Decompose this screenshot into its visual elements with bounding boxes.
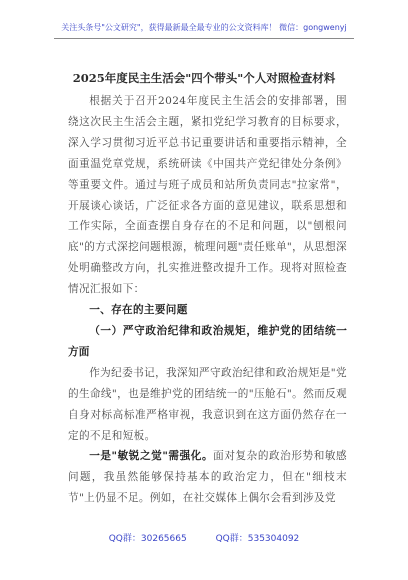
footer xyxy=(0,533,408,545)
document-title: 2025年度民主生活会"四个带头"个人对照检查材料 xyxy=(72,71,336,85)
intro-paragraph: 根据关于召开2024年度民主生活会的安排部署，围绕这次民主生活会主题，紧扣党纪学习教育的目标要求，深入学习贯彻习近平总书记重要讲话和重要指示精神，全面重温党章党规，系统研读《中国共产党纪律处分条例》等重要文件。通过与班子成员和站所负责同志"拉家常"，开展谈心谈话，广泛征求各方面的意见建议，联系思想和工作实际，全面查摆自身存在的不足和问题，以"刨根问底"的方式深挖问题根源，梳理问题"责任账单"，从思想深处明确整改方向，扎实推进整改提升工作。现将对照检查情况汇报如下： xyxy=(68,95,347,296)
document-body xyxy=(68,91,347,509)
header-banner: 关注头条号"公文研究"，获得最新最全最专业的公文资料库！ 微信：gongwenyj xyxy=(61,23,347,32)
section-heading: 一、存在的主要问题 xyxy=(89,304,188,317)
point-lead: 一是"敏锐之觉"需强化。 xyxy=(89,450,214,463)
point-paragraph xyxy=(68,446,347,509)
header-divider xyxy=(54,38,354,39)
footer-qq-group-1: QQ群：30265665 xyxy=(108,534,187,544)
body-paragraph: 作为纪委书记，我深知严守政治纪律和政治规矩是"党的生命线"，也是维护党的团结统一的"压舱石"。然而反观自身对标高标准严格审视，我意识到在这方面仍然存在一定的不足和短板。 xyxy=(68,366,347,442)
point-text: 面对复杂的政治形势和敏感问题，我虽然能够保持基本的政治定力，但在"细枝末节"上仍显不足。例如，在社交媒体上偶尔会看到涉及党 xyxy=(68,450,347,505)
subsection-heading: （一）严守政治纪律和政治规矩，维护党的团结统一方面 xyxy=(68,324,347,358)
footer-qq-group-2: QQ群：535304092 xyxy=(215,534,300,544)
